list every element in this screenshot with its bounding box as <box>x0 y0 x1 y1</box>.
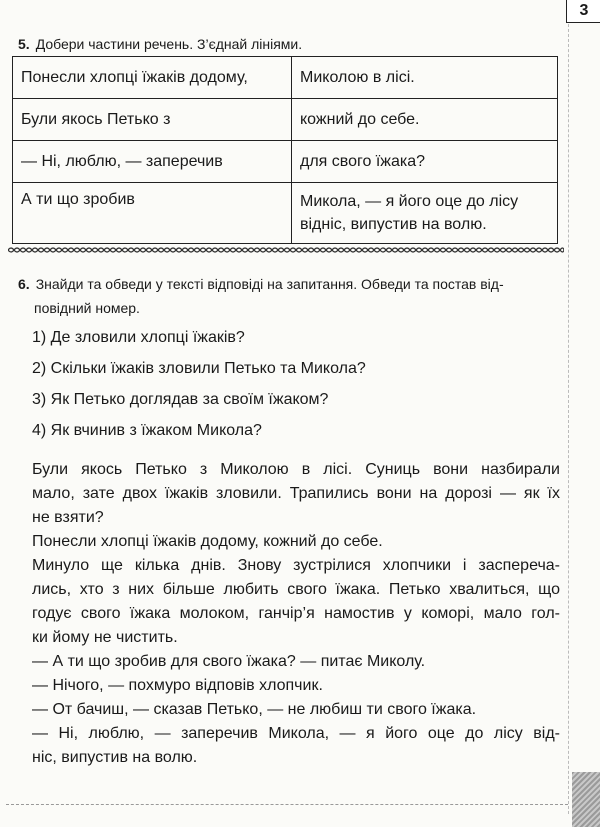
story-line: — А ти що зробив для свого їжака? — питає Миколу. <box>32 653 426 670</box>
task-5-number: 5. <box>18 36 30 52</box>
task-6-heading <box>18 272 560 320</box>
story-line: — От бачиш, — сказав Петько, — не любиш ти свого їжака. <box>32 701 477 718</box>
page-number: 3 <box>566 0 600 23</box>
table-row <box>13 99 558 141</box>
story-line: годує свого їжака молоком, ганчір’я намостив у коморі, мало гол- <box>32 605 560 622</box>
table-row <box>13 141 558 183</box>
story-line: — Ні, люблю, — заперечив Микола, — я його оце до лісу від- <box>32 725 560 742</box>
story-line: лись, хто з них більше любить свого їжака. Петько хвалиться, що <box>32 581 560 598</box>
story-text <box>32 458 560 770</box>
question-item: 4) Як вчинив з їжаком Микола? <box>32 422 262 439</box>
question-item: 1) Де зловили хлопці їжаків? <box>32 329 245 346</box>
task-5-heading <box>18 32 558 56</box>
sentence-start-cell[interactable]: Понесли хлопці їжаків додому, <box>13 57 292 99</box>
sentence-end-cell[interactable]: кожний до себе. <box>292 99 558 141</box>
task-6-instruction: Знайди та обведи у тексті відповіді на запитання. Обведи та постав від- <box>35 276 504 292</box>
page-corner-shade <box>572 772 600 827</box>
bottom-divider <box>6 804 568 805</box>
story-line: — Нічого, — похмуро відповів хлопчик. <box>32 677 323 694</box>
task-6-number: 6. <box>18 276 30 292</box>
question-item: 3) Як Петько доглядав за своїм їжаком? <box>32 391 329 408</box>
sentence-start-cell[interactable]: Були якось Петько з <box>13 99 292 141</box>
table-row <box>13 57 558 99</box>
sentence-end-line: відніс, випустив на волю. <box>300 216 487 233</box>
task-5-instruction: Добери частини речень. З’єднай лініями. <box>35 36 303 52</box>
story-line: Минуло ще кілька днів. Знову зустрілися хлопчики і засперечa- <box>32 557 560 574</box>
page-edge-divider <box>568 24 569 814</box>
decorative-wave-divider <box>8 246 564 254</box>
table-row <box>13 183 558 244</box>
sentence-end-cell[interactable]: для свого їжака? <box>292 141 558 183</box>
sentence-end-line: Микола, — я його оце до лісу <box>300 193 519 210</box>
story-line: ніс, випустив на волю. <box>32 749 198 766</box>
sentence-end-cell[interactable] <box>292 183 558 244</box>
story-line: мало, зате двох їжаків зловили. Трапились вони на дорозі — як їх <box>32 485 560 502</box>
question-list <box>32 322 366 446</box>
sentence-start-cell[interactable]: — Ні, люблю, — заперечив <box>13 141 292 183</box>
story-line: ки йому не чистить. <box>32 629 178 646</box>
sentence-start-cell[interactable]: А ти що зробив <box>13 183 292 244</box>
task-6-instruction-continued: повідний номер. <box>34 300 140 316</box>
sentence-matching-table <box>12 56 558 244</box>
story-line: Були якось Петько з Миколою в лісі. Суниць вони назбирали <box>32 461 560 478</box>
sentence-end-cell[interactable]: Миколою в лісі. <box>292 57 558 99</box>
question-item: 2) Скільки їжаків зловили Петько та Микола? <box>32 360 366 377</box>
story-line: не взяти? <box>32 509 104 526</box>
story-line: Понесли хлопці їжаків додому, кожний до себе. <box>32 533 383 550</box>
